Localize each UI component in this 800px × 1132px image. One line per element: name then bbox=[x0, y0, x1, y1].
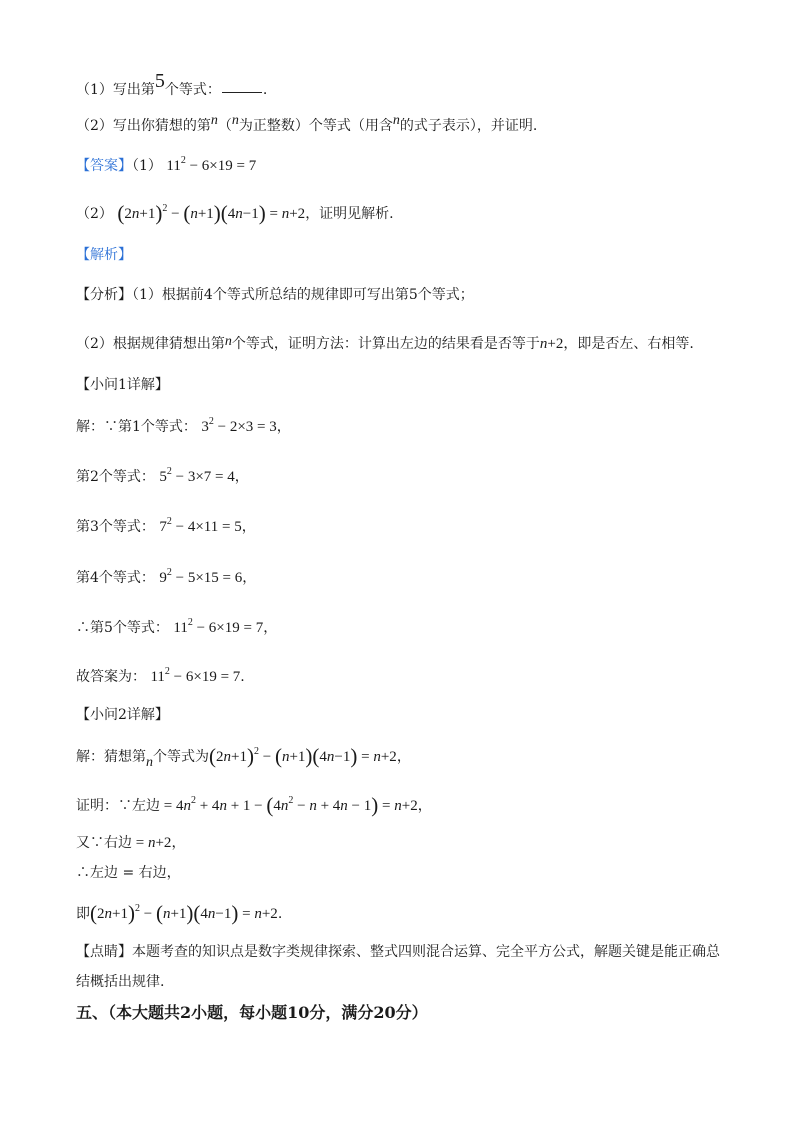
sub2-conclude: ∴左边 = 右边， bbox=[76, 865, 181, 881]
fenxi-line-2: （2）根据规律猜想出第n个等式，证明方法：计算出左边的结果看是否等于n+2，即是否左、右相等. bbox=[76, 334, 694, 352]
sub2-proof: 证明：∵左边 = $4n^2 + 4n + 1 - (4n^2 - n + 4n - 1) = n+2$， bbox=[76, 793, 432, 817]
fenxi-line-1: 【分析】（1）根据前4个等式所总结的规律即可写出第5个等式； bbox=[76, 287, 474, 303]
question-1: （1）写出第5个等式： . bbox=[76, 70, 268, 98]
answer-line-2: （2） $(2n+1)^2 - (n+1)(4n-1) = n+2$，证明见解析. bbox=[76, 201, 394, 225]
answer-tag: 【答案】 bbox=[76, 158, 132, 174]
answer-blank bbox=[222, 91, 262, 93]
sub1-row: 解：∵第1个等式： $3^2 - 2\times 3 = 3$， bbox=[76, 416, 291, 435]
sub2-heading: 【小问2详解】 bbox=[76, 707, 169, 723]
answer-equation-1: $11^2 - 6\times 19 = 7$ bbox=[166, 155, 257, 174]
section-heading: 五、（本大题共2小题，每小题10分，满分20分） bbox=[76, 1003, 428, 1022]
question-1-number: 5 bbox=[154, 70, 165, 92]
sub1-row: 第2个等式： $5^2 - 3\times 7 = 4$， bbox=[76, 466, 249, 485]
dianjing-line-1: 【点睛】本题考查的知识点是数字类规律探索、整式四则混合运算、完全平方公式，解题关键是能正确总 bbox=[76, 944, 720, 960]
answer-equation-2: $(2n+1)^2 - (n+1)(4n-1) = n+2$ bbox=[117, 201, 306, 225]
analysis-heading: 【解析】 bbox=[76, 247, 132, 263]
sub1-row: 第3个等式： $7^2 - 4\times 11 = 5$， bbox=[76, 516, 256, 535]
dianjing-line-2: 结概括出规律. bbox=[76, 974, 165, 990]
sub1-row: 第4个等式： $9^2 - 5\times 15 = 6$， bbox=[76, 567, 257, 586]
sub2-final: 即$(2n+1)^2 - (n+1)(4n-1) = n+2$. bbox=[76, 901, 283, 925]
answer-line-1: 【答案】（1） $11^2 - 6\times 19 = 7$ bbox=[76, 155, 257, 174]
fenxi-expression: n+2 bbox=[539, 336, 564, 352]
sub1-heading: 【小问1详解】 bbox=[76, 377, 169, 393]
sub1-row: 故答案为： $11^2 - 6\times 19 = 7$. bbox=[76, 666, 245, 685]
sub1-row: ∴第5个等式： $11^2 - 6\times 19 = 7$， bbox=[76, 617, 278, 636]
question-2: （2）写出你猜想的第n（n为正整数）个等式（用含n的式子表示），并证明. bbox=[76, 113, 538, 134]
sub2-guess: 解：猜想第n个等式为$(2n+1)^2 - (n+1)(4n-1) = n+2$， bbox=[76, 744, 411, 770]
sub2-right: 又∵右边 = n+2， bbox=[76, 835, 186, 851]
